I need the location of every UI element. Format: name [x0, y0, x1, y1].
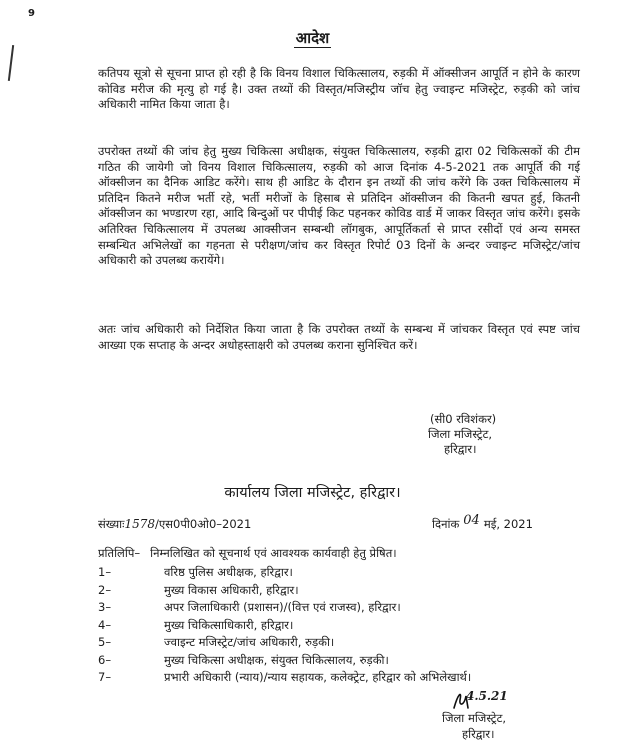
list-item	[98, 634, 568, 652]
page-number: 9	[28, 8, 35, 19]
list-item	[98, 564, 568, 582]
list-item-number: 3–	[98, 600, 112, 614]
list-item-text: प्रभारी अधिकारी (न्याय)/न्याय सहायक, कलेक्ट्रेट, हरिद्वार को अभिलेखार्थ।	[164, 670, 472, 684]
reference-date	[432, 513, 533, 533]
reference-number	[98, 516, 251, 532]
order-title	[0, 28, 625, 48]
final-signatory-place: हरिद्वार।	[462, 727, 495, 741]
list-item	[98, 599, 568, 617]
list-item-number: 6–	[98, 652, 112, 667]
copy-to-intro: निम्नलिखित को सूचनार्थ एवं आवश्यक कार्यवाही हेतु प्रेषित।	[150, 546, 397, 560]
list-item	[98, 652, 568, 670]
signatory-block	[428, 412, 496, 457]
handwritten-signature-date: 4.5.21	[466, 689, 508, 703]
office-heading: कार्यालय जिला मजिस्ट्रेट, हरिद्वार।	[224, 485, 401, 501]
signatory-place: हरिद्वार।	[444, 442, 477, 456]
copy-to-list	[98, 564, 568, 687]
signatory-name: (सी0 रविशंकर)	[430, 412, 497, 426]
list-item-text: मुख्य चिकित्सा अधीक्षक, संयुक्त चिकित्सालय, रुड़की।	[164, 652, 389, 667]
margin-pen-mark	[8, 45, 14, 81]
list-item-text: मुख्य विकास अधिकारी, हरिद्वार।	[164, 582, 299, 597]
signatory-designation: जिला मजिस्ट्रेट,	[428, 427, 493, 441]
list-item-number: 2–	[98, 582, 112, 597]
reference-line	[98, 514, 558, 532]
reference-label: संख्याः	[98, 517, 125, 531]
copy-to-label: प्रतिलिपि–	[98, 546, 141, 560]
list-item-number: 7–	[98, 670, 112, 684]
list-item	[98, 582, 568, 600]
list-item-text: मुख्य चिकित्साधिकारी, हरिद्वार।	[164, 617, 294, 632]
handwritten-day: 04	[463, 513, 480, 528]
date-label: दिनांक	[432, 517, 460, 531]
paragraph-2: उपरोक्त तथ्यों की जांच हेतु मुख्य चिकित्सा अधीक्षक, संयुक्त चिकित्सालय, रुड़की द्वारा 02 चिकित्सकों की टीम गठित की जायेगी जो विनय विशाल चिकित्सालय, रुड़की को आज दिनांक 4-5-2021 तक आपूर्ति की गई ऑक्सीजन का दैनिक आडिट करेंगे। साथ ही आडिट के दौरान इन तथ्यों की जांच करेंगे कि उक्त चिकित्सालय में प्रतिदिन कितने मरीज भर्ती रहे, भर्ती मरीजों के हिसाब से प्रतिदिन ऑक्सीजन की कितनी खपत हुई, कितनी ऑक्सीजन का भण्डारण रहा, आदि बिन्दुओं पर पीपीई किट पहनकर कोविड वार्ड में जाकर विस्तृत जांच करेंगे। इसके अतिरिक्त चिकित्सालय में उपलब्ध आक्सीजन सम्बन्धी लॉगबुक, आपूर्तिकर्ता से प्राप्त रसीदों एवं अन्य समस्त सम्बन्धित अभिलेखों का गहनता से परीक्षण/जांच कर विस्तृत रिपोर्ट 03 दिनों के अन्दर ज्वाइन्ट मजिस्ट्रेट/जांच अधिकारी को उपलब्ध करायेंगे।	[98, 144, 580, 268]
list-item	[98, 669, 568, 687]
final-signatory-designation: जिला मजिस्ट्रेट,	[442, 711, 507, 725]
copy-to-heading	[98, 546, 397, 561]
date-rest: मई, 2021	[483, 517, 533, 531]
list-item-number: 1–	[98, 565, 112, 579]
final-signature-block	[438, 688, 568, 742]
paragraph-3: अतः जांच अधिकारी को निर्देशित किया जाता है कि उपरोक्त तथ्यों के सम्बन्ध में जांचकर विस्तृत एवं स्पष्ट जांच आख्या एक सप्ताह के अन्दर अधोहस्ताक्षरी को उपलब्ध कराना सुनिश्चित करें।	[98, 322, 580, 352]
list-item-number: 5–	[98, 635, 112, 649]
handwritten-reference-number: 1578	[124, 517, 156, 531]
list-item-text: वरिष्ठ पुलिस अधीक्षक, हरिद्वार।	[164, 565, 293, 579]
order-title-text: आदेश	[295, 29, 330, 47]
list-item-text: अपर जिलाधिकारी (प्रशासन)/(वित्त एवं राजस्व), हरिद्वार।	[164, 600, 401, 614]
paragraph-1: कतिपय सूत्रो से सूचना प्राप्त हो रही है कि विनय विशाल चिकित्सालय, रुड़की में ऑक्सीजन आपूर्ति न होने के कारण कोविड मरीज की मृत्यु हो गई है। उक्त तथ्यों की विस्तृत/मजिस्ट्रीय जॉच हेतु ज्वाइन्ट मजिस्ट्रेट, रुड़की को जांच अधिकारी नामित किया जाता है।	[98, 66, 580, 112]
reference-suffix: /एस0पी0ओ0–2021	[155, 517, 252, 531]
list-item-text: ज्वाइन्ट मजिस्ट्रेट/जांच अधिकारी, रुड़की।	[164, 635, 335, 649]
list-item	[98, 617, 568, 635]
list-item-number: 4–	[98, 617, 112, 632]
